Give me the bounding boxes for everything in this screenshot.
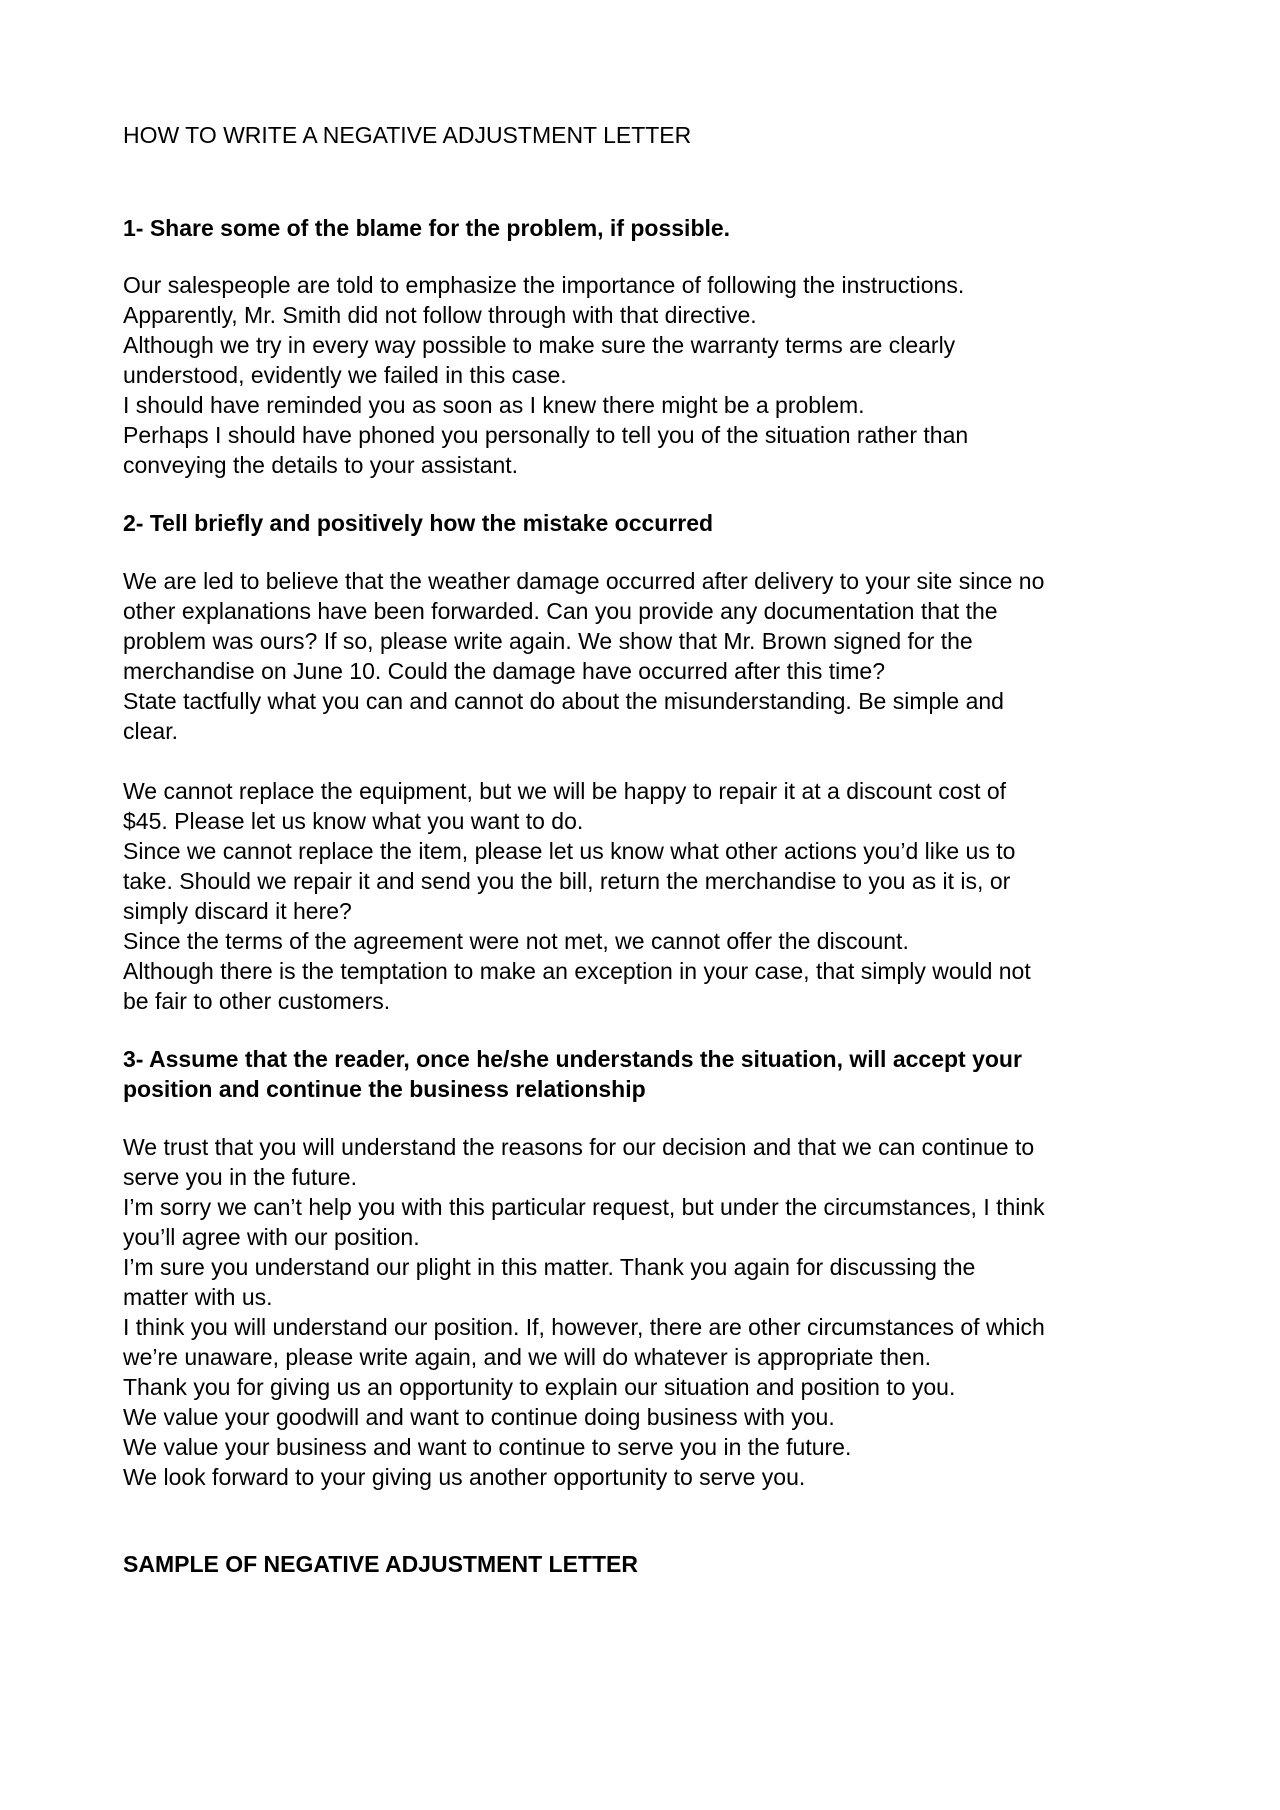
text-line: State tactfully what you can and cannot do about the misunderstanding. Be simple and [123,688,1004,714]
text-line: We cannot replace the equipment, but we will be happy to repair it at a discount cost of [123,778,1007,804]
text-line: Our salespeople are told to emphasize the importance of following the instructions. [123,272,965,298]
text-line: Although there is the temptation to make an exception in your case, that simply would not [123,958,1031,984]
section-paragraph [123,1132,1183,1492]
text-line: Since the terms of the agreement were not met, we cannot offer the discount. [123,928,909,954]
sample-heading: SAMPLE OF NEGATIVE ADJUSTMENT LETTER [123,1551,638,1577]
text-line: Since we cannot replace the item, please let us know what other actions you’d like us to [123,838,1016,864]
document-content [123,120,1183,1579]
text-line: I’m sorry we can’t help you with this particular request, but under the circumstances, I think [123,1194,1045,1220]
text-line: We look forward to your giving us another opportunity to serve you. [123,1464,806,1490]
section-heading: 2- Tell briefly and positively how the mistake occurred [123,510,714,536]
text-line: be fair to other customers. [123,988,391,1014]
text-line: clear. [123,718,178,744]
text-line: Although we try in every way possible to make sure the warranty terms are clearly [123,332,956,358]
text-line: I think you will understand our position. If, however, there are other circumstances of which [123,1314,1045,1340]
section-assume-acceptance [123,1044,1183,1492]
text-line: We value your business and want to continue to serve you in the future. [123,1434,852,1460]
text-line: problem was ours? If so, please write again. We show that Mr. Brown signed for the [123,628,973,654]
text-line: I should have reminded you as soon as I knew there might be a problem. [123,392,865,418]
section-heading: 1- Share some of the blame for the problem, if possible. [123,215,731,241]
text-line: other explanations have been forwarded. Can you provide any documentation that the [123,598,998,624]
text-line: We value your goodwill and want to continue doing business with you. [123,1404,835,1430]
section-paragraph [123,566,1183,746]
text-line: serve you in the future. [123,1164,357,1190]
section-heading [123,1044,1183,1104]
text-line: take. Should we repair it and send you the bill, return the merchandise to you as it is, or [123,868,1011,894]
text-line: simply discard it here? [123,898,352,924]
section-paragraph [123,270,1183,480]
text-line: conveying the details to your assistant. [123,452,519,478]
document-title: HOW TO WRITE A NEGATIVE ADJUSTMENT LETTER [123,122,692,148]
text-line: We trust that you will understand the reasons for our decision and that we can continue to [123,1134,1035,1160]
text-line: Apparently, Mr. Smith did not follow through with that directive. [123,302,757,328]
text-line: I’m sure you understand our plight in this matter. Thank you again for discussing the [123,1254,976,1280]
heading-line: position and continue the business relationship [123,1076,646,1102]
text-line: you’ll agree with our position. [123,1224,420,1250]
text-line: understood, evidently we failed in this case. [123,362,567,388]
section-explain-mistake [123,508,1183,1016]
section-paragraph [123,776,1183,1016]
text-line: $45. Please let us know what you want to do. [123,808,584,834]
text-line: merchandise on June 10. Could the damage have occurred after this time? [123,658,885,684]
text-line: we’re unaware, please write again, and we will do whatever is appropriate then. [123,1344,932,1370]
heading-line: 3- Assume that the reader, once he/she understands the situation, will accept your [123,1046,1022,1072]
text-line: We are led to believe that the weather damage occurred after delivery to your site since no [123,568,1045,594]
section-share-blame [123,213,1183,480]
text-line: Thank you for giving us an opportunity to explain our situation and position to you. [123,1374,956,1400]
text-line: Perhaps I should have phoned you personally to tell you of the situation rather than [123,422,969,448]
text-line: matter with us. [123,1284,273,1310]
